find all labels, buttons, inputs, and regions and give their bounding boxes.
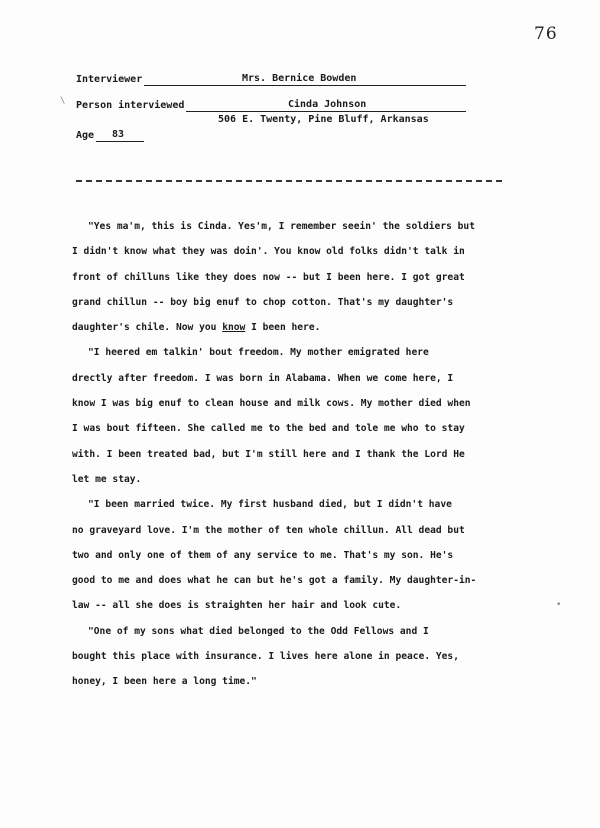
paragraph-3: [72, 492, 508, 618]
text-line: "Yes ma'm, this is Cinda. Yes'm, I remember seein' the soldiers but: [88, 221, 475, 232]
text-line: I was bout fifteen. She called me to the bed and tole me who to stay: [72, 423, 465, 435]
text-line: two and only one of them of any service to me. That's my son. He's: [72, 549, 454, 561]
scan-speck: •: [556, 600, 562, 610]
age-value: 83: [112, 129, 125, 140]
text-line: no graveyard love. I'm the mother of ten whole chillun. All dead but: [72, 524, 465, 536]
text-line: good to me and does what he can but he's got a family. My daughter-in-: [72, 575, 477, 587]
interviewer-label: Interviewer: [76, 74, 143, 85]
text-line: drectly after freedom. I was born in Alabama. When we come here, I: [72, 372, 454, 384]
dashed-separator: [76, 180, 502, 182]
text-fragment: daughter's chile. Now you: [72, 322, 223, 334]
text-line: "One of my sons what died belonged to the Odd Fellows and I: [88, 625, 429, 637]
text-fragment: I been here.: [245, 322, 321, 334]
person-interviewed-label: Person interviewed: [76, 100, 185, 111]
age-underline: [96, 141, 144, 142]
age-label: Age: [76, 130, 95, 141]
text-line: know I was big enuf to clean house and milk cows. My mother died when: [72, 398, 471, 410]
person-underline: [186, 111, 466, 112]
scan-speck: \: [60, 96, 66, 106]
text-line: "I heered em talkin' bout freedom. My mother emigrated here: [88, 347, 429, 359]
interviewer-underline: [144, 85, 466, 86]
paragraph-2: [72, 340, 508, 492]
text-line: bought this place with insurance. I lives here alone in peace. Yes,: [72, 651, 459, 663]
text-line: with. I been treated bad, but I'm still here and I thank the Lord He: [72, 448, 465, 460]
text-line: law -- all she does is straighten her hair and look cute.: [72, 600, 402, 612]
underlined-word: know: [222, 322, 246, 334]
interview-body: [72, 214, 508, 695]
text-line: let me stay.: [72, 473, 142, 485]
text-line: grand chillun -- boy big enuf to chop cotton. That's my daughter's: [72, 296, 454, 308]
text-line: I didn't know what they was doin'. You know old folks didn't talk in: [72, 246, 465, 258]
text-line: front of chilluns like they does now -- but I been here. I got great: [72, 271, 465, 283]
person-interviewed-value: Cinda Johnson: [288, 99, 367, 110]
paragraph-4: [72, 619, 508, 695]
address-value: 506 E. Twenty, Pine Bluff, Arkansas: [218, 114, 429, 125]
interviewer-value: Mrs. Bernice Bowden: [242, 73, 357, 84]
text-line: [72, 315, 508, 340]
text-line: "I been married twice. My first husband died, but I didn't have: [88, 499, 452, 511]
text-line: honey, I been here a long time.": [72, 676, 257, 688]
paragraph-1: [72, 214, 508, 340]
page-number: 76: [534, 24, 558, 44]
